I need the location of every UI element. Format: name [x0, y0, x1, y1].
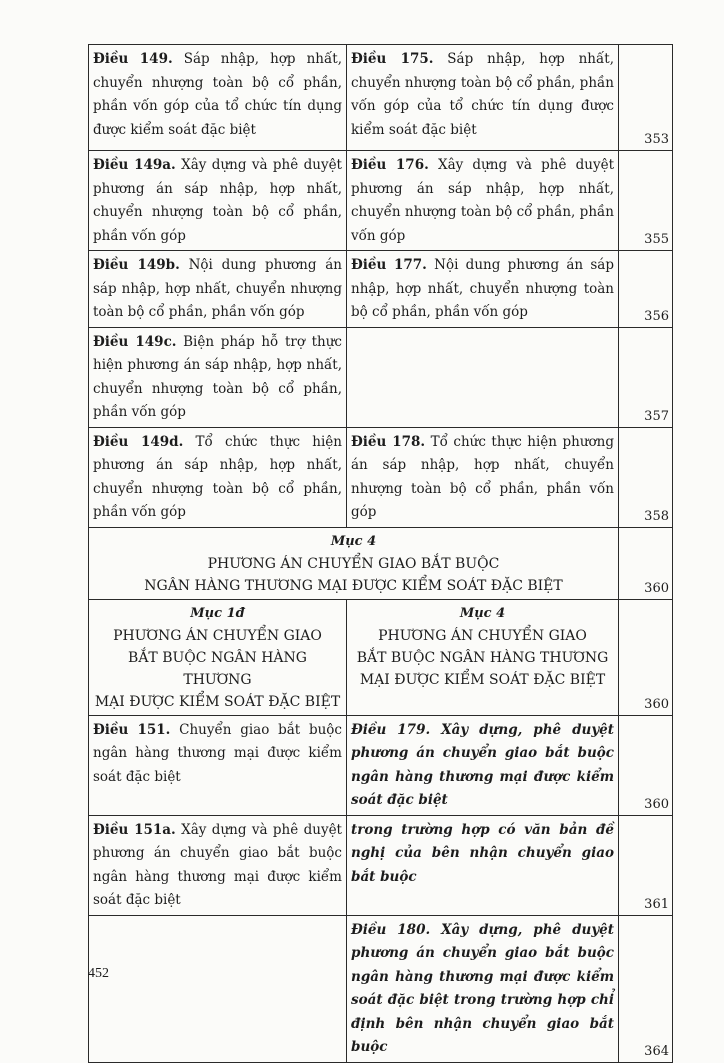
article-text: Nội dung phương án sáp nhập, hợp nhất, chuyển nhượng toàn bộ cổ phần, phần vốn góp: [93, 257, 342, 320]
page-ref: 360: [619, 715, 673, 815]
page-ref: 353: [619, 45, 673, 151]
article-text: Biện pháp hỗ trợ thực hiện phương án sáp nhập, hợp nhất, chuyển nhượng toàn bộ cổ phần, phần vốn góp: [93, 333, 342, 420]
section-heading-right: [347, 599, 619, 715]
right-entry: Điều 180. Xây dựng, phê duyệt phương án chuyển giao bắt buộc ngân hàng thương mại được kiểm soát đặc biệt trong trường hợp chỉ định bên nhận chuyển giao bắt buộc: [347, 915, 619, 1062]
left-entry: [89, 251, 347, 328]
page-ref: 364: [619, 915, 673, 1062]
section-title-line: MẠI ĐƯỢC KIỂM SOÁT ĐẶC BIỆT: [359, 671, 606, 688]
section-heading-left: [89, 599, 347, 715]
article-title: Điều 177.: [351, 257, 427, 273]
section-title-line: NGÂN HÀNG THƯƠNG MẠI ĐƯỢC KIỂM SOÁT ĐẶC BIỆT: [144, 577, 563, 594]
table-row: [89, 815, 673, 915]
contents-table: [88, 44, 673, 1063]
left-entry: [89, 715, 347, 815]
section-title-line: BẮT BUỘC NGÂN HÀNG THƯƠNG: [128, 649, 307, 688]
article-title: Điều 178.: [351, 433, 426, 450]
right-entry: [347, 251, 619, 328]
article-text: Sáp nhập, hợp nhất, chuyển nhượng toàn bộ cổ phần, phần vốn góp của tổ chức tín dụng được kiểm soát đặc biệt: [93, 51, 342, 138]
article-text: Xây dựng và phê duyệt phương án chuyển giao bắt buộc ngân hàng thương mại được kiểm soát đặc biệt: [93, 821, 342, 908]
right-entry: Điều 179. Xây dựng, phê duyệt phương án chuyển giao bắt buộc ngân hàng thương mại được kiểm soát đặc biệt: [347, 715, 619, 815]
article-text: Xây dựng và phê duyệt phương án sáp nhập, hợp nhất, chuyển nhượng toàn bộ cổ phần, phần vốn góp: [93, 157, 342, 244]
right-entry: [347, 151, 619, 251]
left-entry: [89, 45, 347, 151]
left-entry: [89, 427, 347, 527]
page-ref: 357: [619, 327, 673, 427]
article-title: Điều 149b.: [93, 257, 180, 273]
page-ref: 355: [619, 151, 673, 251]
right-entry: [347, 45, 619, 151]
section-title-line: BẮT BUỘC NGÂN HÀNG THƯƠNG: [356, 649, 609, 666]
article-text: Sáp nhập, hợp nhất, chuyển nhượng toàn bộ cổ phần, phần vốn góp của tổ chức tín dụng được kiểm soát đặc biệt: [351, 51, 614, 138]
left-entry-empty: [89, 915, 347, 1062]
article-title: Điều 149.: [93, 51, 173, 67]
article-title: Điều 151a.: [93, 821, 176, 838]
table-row: [89, 327, 673, 427]
page-ref: 358: [619, 427, 673, 527]
article-title: Điều 176.: [351, 157, 429, 173]
page-ref: 356: [619, 251, 673, 328]
section-title-line: PHƯƠNG ÁN CHUYỂN GIAO BẮT BUỘC: [207, 555, 500, 572]
table-row: [89, 45, 673, 151]
section-title-line: PHƯƠNG ÁN CHUYỂN GIAO: [113, 627, 322, 644]
section-title-line: MẠI ĐƯỢC KIỂM SOÁT ĐẶC BIỆT: [94, 693, 341, 710]
left-entry: [89, 815, 347, 915]
section-label: Mục 4: [330, 533, 377, 549]
table-row: [89, 915, 673, 1062]
page-ref: 360: [619, 599, 673, 715]
section-label: Mục 4: [459, 605, 506, 621]
article-text: Chuyển giao bắt buộc ngân hàng thương mại được kiểm soát đặc biệt: [93, 721, 342, 785]
table-row: [89, 715, 673, 815]
table-row: [89, 427, 673, 527]
article-title: Điều 149a.: [93, 157, 176, 173]
article-text: Nội dung phương án sáp nhập, hợp nhất, chuyển nhượng toàn bộ cổ phần, phần vốn góp: [351, 257, 614, 320]
table-row: [89, 251, 673, 328]
right-entry: [347, 427, 619, 527]
left-entry: [89, 151, 347, 251]
table-row: [89, 151, 673, 251]
page-ref: 361: [619, 815, 673, 915]
page-ref: 360: [619, 527, 673, 599]
right-entry-empty: [347, 327, 619, 427]
article-title: Điều 149d.: [93, 433, 184, 450]
section-title-line: PHƯƠNG ÁN CHUYỂN GIAO: [378, 627, 587, 644]
left-entry: [89, 327, 347, 427]
section-row: [89, 599, 673, 715]
page-number: 452: [88, 966, 109, 981]
article-text: Tổ chức thực hiện phương án sáp nhập, hợp nhất, chuyển nhượng toàn bộ cổ phần, phần vốn góp: [351, 433, 614, 520]
section-heading: [89, 527, 619, 599]
article-title: Điều 149c.: [93, 333, 177, 350]
article-title: Điều 175.: [351, 51, 434, 67]
article-text: Xây dựng và phê duyệt phương án sáp nhập, hợp nhất, chuyển nhượng toàn bộ cổ phần, phần vốn góp: [351, 157, 614, 244]
section-row: [89, 527, 673, 599]
right-entry: trong trường hợp có văn bản đề nghị của bên nhận chuyển giao bắt buộc: [347, 815, 619, 915]
article-text: Tổ chức thực hiện phương án sáp nhập, hợp nhất, chuyển nhượng toàn bộ cổ phần, phần vốn góp: [93, 433, 342, 520]
section-label: Mục 1đ: [190, 605, 245, 621]
article-title: Điều 151.: [93, 721, 171, 738]
